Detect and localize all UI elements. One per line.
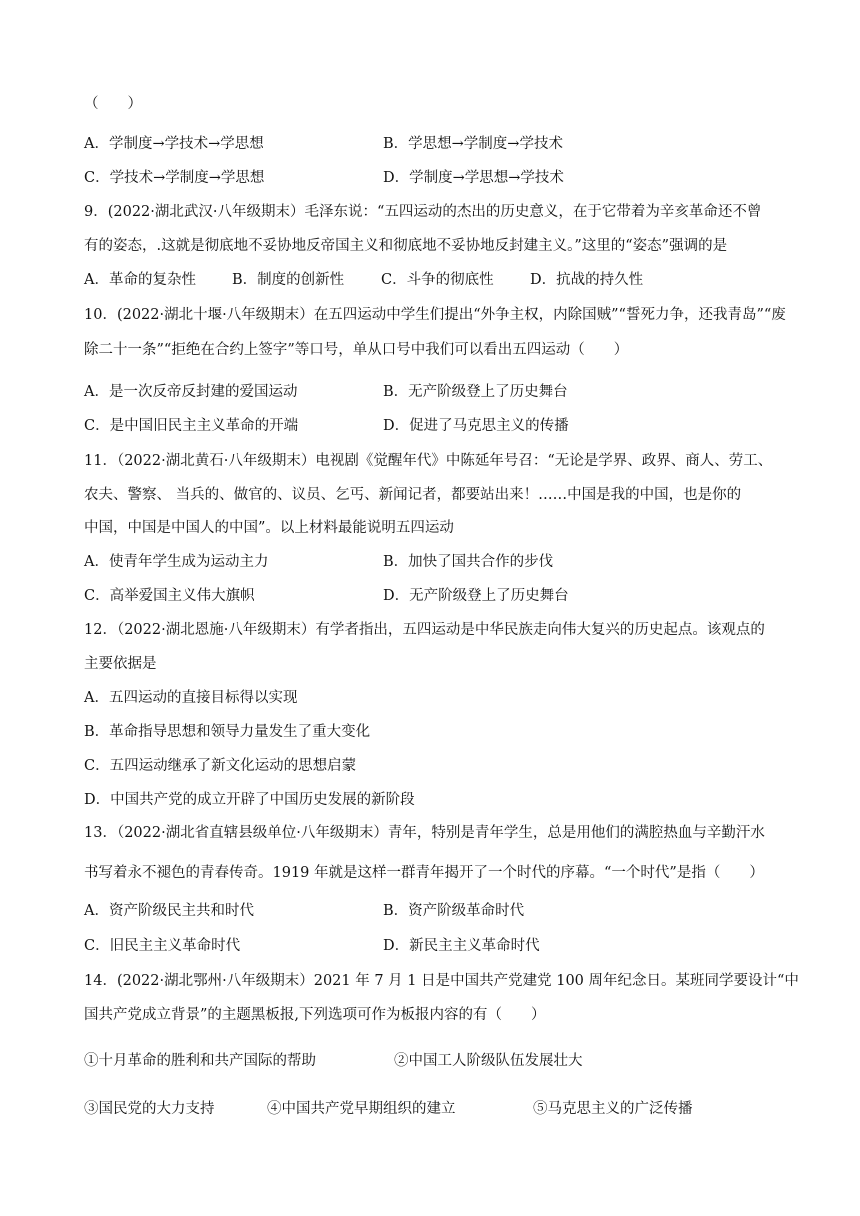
q12-option-c: C．五四运动继承了新文化运动的思想启蒙 xyxy=(84,758,357,774)
q14-stem-line-2: 国共产党成立背景”的主题黑板报,下列选项可作为板报内容的有（ ） xyxy=(84,1007,546,1023)
q13-option-c: C．旧民主主义革命时代 xyxy=(84,938,241,954)
q8-option-a: A．学制度→学技术→学思想 xyxy=(84,136,264,152)
q12-stem-line-1: 12．（2022·湖北恩施·八年级期末）有学者指出，五四运动是中华民族走向伟大复兴的历史起点。该观点的 xyxy=(84,622,765,638)
q11-stem-line-1: 11．（2022·湖北黄石·八年级期末）电视剧《觉醒年代》中陈延年号召：“无论是学界、政界、商人、劳工、 xyxy=(84,453,773,469)
q8-option-b: B．学思想→学制度→学技术 xyxy=(383,136,563,152)
q12-option-b: B．革命指导思想和领导力量发生了重大变化 xyxy=(84,724,371,740)
q10-stem-line-1: 10．(2022·湖北十堰·八年级期末）在五四运动中学生们提出“外争主权，内除国贼”“誓死力争，还我青岛”“废 xyxy=(84,307,786,323)
q9-stem-line-1: 9．(2022·湖北武汉·八年级期末）毛泽东说：“五四运动的杰出的历史意义，在于它带着为辛亥革命还不曾 xyxy=(84,204,762,220)
q14-item-5: ⑤马克思主义的广泛传播 xyxy=(533,1101,693,1117)
q9-option-c: C．斗争的彻底性 xyxy=(381,272,494,288)
q8-option-d: D．学制度→学思想→学技术 xyxy=(383,170,564,186)
q11-option-b: B．加快了国共合作的步伐 xyxy=(383,554,554,570)
q9-option-a: A．革命的复杂性 xyxy=(84,272,196,288)
q13-stem-line-1: 13．（2022·湖北省直辖县级单位·八年级期末）青年，特别是青年学生，总是用他们的满腔热血与辛勤汗水 xyxy=(84,825,765,841)
q13-option-d: D．新民主主义革命时代 xyxy=(383,938,540,954)
q13-option-a: A．资产阶级民主共和时代 xyxy=(84,903,254,919)
q14-item-4: ④中国共产党早期组织的建立 xyxy=(267,1101,456,1117)
q9-option-b: B．制度的创新性 xyxy=(232,272,345,288)
q10-stem-line-2: 除二十一条”“拒绝在合约上签字”等口号，单从口号中我们可以看出五四运动（ ） xyxy=(84,342,629,358)
q12-option-a: A．五四运动的直接目标得以实现 xyxy=(84,690,298,706)
q14-stem-line-1: 14．(2022·湖北鄂州·八年级期末）2021 年 7 月 1 日是中国共产党建党 100 周年纪念日。某班同学要设计“中 xyxy=(84,973,799,989)
q11-option-a: A．使青年学生成为运动主力 xyxy=(84,554,269,570)
q10-option-c: C．是中国旧民主主义革命的开端 xyxy=(84,418,299,434)
q10-option-d: D．促进了马克思主义的传播 xyxy=(383,418,569,434)
q12-option-d: D．中国共产党的成立开辟了中国历史发展的新阶段 xyxy=(84,792,415,808)
q11-option-c: C．高举爱国主义伟大旗帜 xyxy=(84,588,255,604)
q14-item-1: ①十月革命的胜利和共产国际的帮助 xyxy=(84,1053,316,1069)
q8-option-c: C．学技术→学制度→学思想 xyxy=(84,170,265,186)
q10-option-a: A．是一次反帝反封建的爱国运动 xyxy=(84,384,298,400)
q12-stem-line-2: 主要依据是 xyxy=(84,656,157,672)
q14-item-3: ③国民党的大力支持 xyxy=(84,1101,215,1117)
q11-option-d: D．无产阶级登上了历史舞台 xyxy=(383,588,569,604)
answer-paren: （ ） xyxy=(84,96,142,112)
q13-stem-line-2: 书写着永不褪色的青春传奇。1919 年就是这样一群青年揭开了一个时代的序幕。“一个时代”是指（ ） xyxy=(84,865,764,881)
q9-option-d: D．抗战的持久性 xyxy=(530,272,644,288)
q13-option-b: B．资产阶级革命时代 xyxy=(383,903,525,919)
q10-option-b: B．无产阶级登上了历史舞台 xyxy=(383,384,568,400)
q9-stem-line-2: 有的姿态，.这就是彻底地不妥协地反帝国主义和彻底地不妥协地反封建主义。”这里的“姿态”强调的是 xyxy=(84,238,728,254)
q11-stem-line-3: 中国，中国是中国人的中国”。以上材料最能说明五四运动 xyxy=(84,520,454,536)
q14-item-2: ②中国工人阶级队伍发展壮大 xyxy=(394,1053,583,1069)
q11-stem-line-2: 农夫、警察、 当兵的、做官的、议员、乞丐、新闻记者，都要站出来！……中国是我的中国，也是你的 xyxy=(84,487,742,503)
